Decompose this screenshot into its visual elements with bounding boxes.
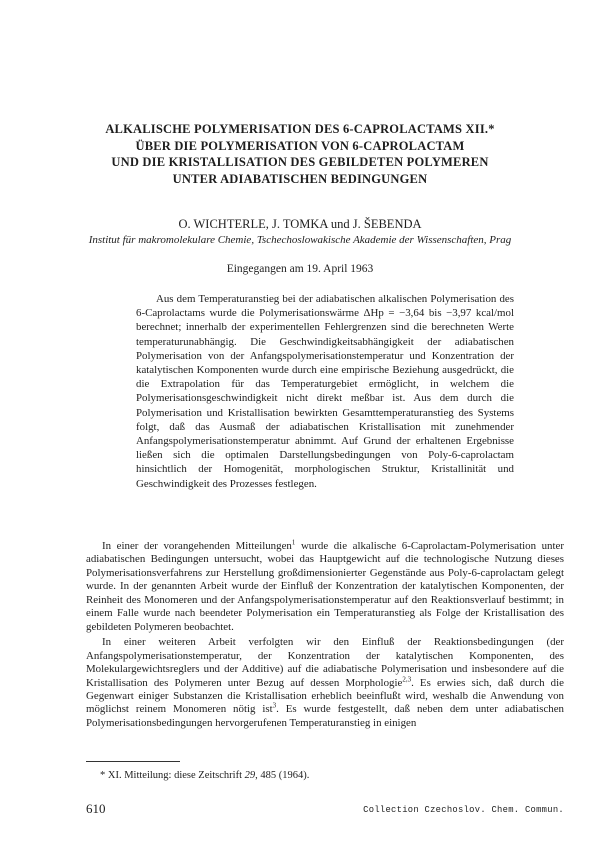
footnote-text: XI. Mitteilung: diese Zeitschrift (105, 770, 245, 781)
title-line-3: UND DIE KRISTALLISATION DES GEBILDETEN POLYMEREN (111, 155, 489, 169)
reference-superscript: 3 (272, 701, 277, 710)
article-title (40, 121, 560, 187)
footnote (100, 770, 309, 781)
body-text-span: . Es wurde festgestellt, daß neben dem unter adiabatischen Polymerisationsbedingungen hervorgerufenen Temperaturanstieg in einigen (86, 703, 564, 729)
title-line-1: ALKALISCHE POLYMERISATION DES 6-CAPROLACTAMS XII.* (105, 122, 495, 136)
reference-superscript: 1 (291, 538, 296, 547)
received-date: Eingegangen am 19. April 1963 (226, 263, 374, 275)
abstract: Aus dem Temperaturanstieg bei der adiabatischen alkalischen Polymerisation des 6-Caprolactams wurde die Polymerisationswärme ΔHp = −3,64 bis −3,97 kcal/mol berechnet; innerhalb der experimentellen Fehlergrenzen sind die berechneten Werte temperaturunabhängig. Die Geschwindigkeitsabhängigkeit der adiabatischen Polymerisation von der Anfangspolymerisationstemperatur und Konzentration der katalytischen Komponenten wurde durch eine empirische Beziehung ausgedrückt, die die Extrapolation für das Temperaturgebiet ermöglicht, in welchem die Polymerisationsgeschwindigkeit nicht direkt meßbar ist. Aus dem durch die Polymerisation und Kristallisation bewirkten Gesamttemperaturanstieg des Systems folgt, daß das Ausmaß der adiabatischen Kristallisation mit zunehmender Anfangspolymerisationstemperatur abnimmt. Auf Grund der erhaltenen Ergebnisse ließen sich die optimalen Darstellungsbedingungen von Poly-6-caprolactam hinsichtlich der Homogenität, morphologischen Struktur, Kristallinität und Geschwindigkeit des Prozesses festlegen. (136, 293, 514, 490)
footnote-marker: * (100, 770, 106, 781)
journal-name: Collection Czechoslov. Chem. Commun. (363, 805, 564, 815)
footnote-volume: 29 (244, 770, 256, 781)
body-paragraph-2 (86, 636, 564, 730)
body-text-span: . Es erwies sich, daß durch die Gegenwart einiger Substanzen die Kristallisation erheblich beeinflußt wird, weshalb die Anwendung von möglichst reinem Monomeren nötig ist (86, 676, 564, 716)
body-text-span: In einer der vorangehenden Mitteilungen (102, 540, 292, 552)
title-line-2: ÜBER DIE POLYMERISATION VON 6-CAPROLACTAM (135, 138, 465, 153)
page-number: 610 (86, 801, 106, 816)
footnote-divider (86, 761, 180, 762)
author-list: O. WICHTERLE, J. TOMKA und J. ŠEBENDA (178, 217, 422, 231)
body-text (86, 540, 564, 732)
footnote-text-end: , 485 (1964). (255, 770, 310, 781)
institute-affiliation: Institut für makromolekulare Chemie, Tschechoslowakische Akademie der Wissenschaften, Prag (88, 234, 512, 246)
title-line-4: UNTER ADIABATISCHEN BEDINGUNGEN (172, 171, 428, 186)
body-text-span: wurde die alkalische 6-Caprolactam-Polymerisation unter adiabatischen Bedingungen untersucht, wobei das Hauptgewicht auf die technologische Nutzung dieses Polymerisationsverfahrens zur Herstellung großdimensionierter Gegenstände aus Poly-6-caprolactam gelegt wurde. In der genannten Arbeit wurde der Einfluß der Konzentration der katalytischen Komponenten, der Reinheit des Monomeren und der Anfangspolymerisationstemperatur auf den Reaktionsverlauf bestimmt; in einem Falle wurde nach beendeter Polymerisation ein Temperaturanstieg als Folge der Kristallisation des gebildeten Polymeren beobachtet. (86, 540, 564, 633)
body-paragraph-1 (86, 540, 564, 634)
reference-superscript: 2,3 (402, 674, 412, 683)
body-text-span: In einer weiteren Arbeit verfolgten wir den Einfluß der Reaktionsbedingungen (der Anfangspolymerisationstemperatur, der Konzentration der katalytischen Komponenten, des Molekulargewichtsreglers und der Additive) auf die adiabatische Polymerisation und insbesondere auf die Kristallisation des Polymeren unter Bezug auf dessen Morphologie (86, 636, 564, 689)
